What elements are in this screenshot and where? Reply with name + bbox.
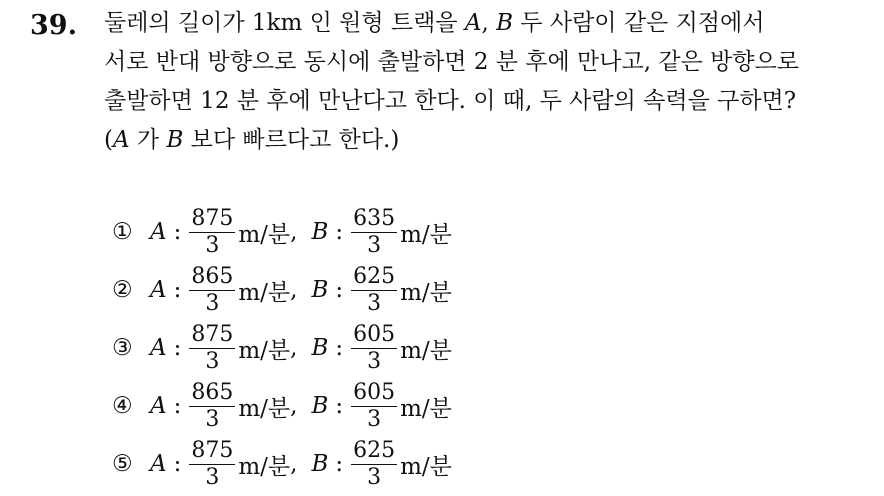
choice-5[interactable] [112,435,612,493]
question-number: 39. [30,10,77,41]
colon: : [173,277,182,303]
fraction-a [189,206,235,259]
choice-2[interactable] [112,261,612,319]
unit: m/분 [400,395,452,422]
choice-4[interactable] [112,377,612,435]
denominator: 3 [367,290,382,316]
answer-choices [112,203,612,493]
choice-marker: ④ [112,393,133,419]
unit: m/분 [400,453,452,480]
unit: m/분 [238,395,291,422]
unit: m/분 [400,337,452,364]
unit: m/분 [400,279,452,306]
unit: m/분 [238,221,291,248]
question-text-segment: 보다 빠르다고 한다.) [183,127,400,153]
variable-a: A [150,277,167,303]
numerator: 605 [353,379,396,405]
fraction-b [351,264,397,317]
fraction-a [189,264,235,317]
question-line-1 [104,4,884,43]
numerator: 635 [353,205,396,231]
question-text-segment: 두 사람이 같은 지점에서 [513,10,765,36]
fraction-b [351,322,397,375]
question-text-segment: 서로 반대 방향으로 동시에 출발하면 2 분 후에 만나고, 같은 방향으로 [104,49,799,75]
separator: , [290,335,298,361]
choice-1[interactable] [112,203,612,261]
choice-marker: ① [112,219,133,245]
denominator: 3 [205,406,220,432]
numerator: 625 [353,437,396,463]
fraction-b [351,380,397,433]
colon: : [335,277,344,303]
variable-b: B [311,335,329,361]
variable-b: B [311,393,329,419]
question-text-segment: 출발하면 12 분 후에 만난다고 한다. 이 때, 두 사람의 속력을 구하면? [104,88,797,114]
fraction-a [189,322,235,375]
denominator: 3 [367,464,382,490]
unit: m/분 [400,221,452,248]
variable-b: B [496,10,514,36]
question-text-segment: 둘레의 길이가 1km 인 원형 트랙을 [104,10,465,36]
choice-3[interactable] [112,319,612,377]
question-line-2 [104,43,884,82]
numerator: 865 [191,263,234,289]
variable-b: B [311,277,329,303]
variable-a: A [464,10,482,36]
numerator: 875 [191,437,234,463]
colon: : [173,393,182,419]
separator: , [290,393,298,419]
numerator: 625 [353,263,396,289]
denominator: 3 [205,232,220,258]
question-text-segment: ( [104,127,113,153]
denominator: 3 [367,232,382,258]
variable-a: A [150,451,167,477]
choice-marker: ⑤ [112,451,133,477]
separator: , [290,451,298,477]
variable-a: A [112,127,130,153]
question-text-segment: 가 [129,127,167,153]
variable-a: A [150,335,167,361]
question-text-segment: , [481,10,497,36]
denominator: 3 [205,290,220,316]
variable-b: B [311,451,329,477]
unit: m/분 [238,337,291,364]
colon: : [335,219,344,245]
numerator: 865 [191,379,234,405]
numerator: 875 [191,321,234,347]
denominator: 3 [205,348,220,374]
separator: , [290,219,298,245]
denominator: 3 [367,406,382,432]
variable-a: A [150,393,167,419]
unit: m/분 [238,279,291,306]
denominator: 3 [367,348,382,374]
colon: : [335,393,344,419]
colon: : [335,451,344,477]
fraction-b [351,206,397,259]
variable-b: B [166,127,184,153]
colon: : [173,335,182,361]
fraction-b [351,438,397,491]
colon: : [335,335,344,361]
variable-a: A [150,219,167,245]
unit: m/분 [238,453,291,480]
numerator: 605 [353,321,396,347]
separator: , [290,277,298,303]
variable-b: B [311,219,329,245]
choice-marker: ③ [112,335,133,361]
question-line-3 [104,82,884,121]
colon: : [173,451,182,477]
fraction-a [189,438,235,491]
question-text [104,4,884,160]
choice-marker: ② [112,277,133,303]
fraction-a [189,380,235,433]
numerator: 875 [191,205,234,231]
denominator: 3 [205,464,220,490]
colon: : [173,219,182,245]
question-line-4 [104,121,884,160]
